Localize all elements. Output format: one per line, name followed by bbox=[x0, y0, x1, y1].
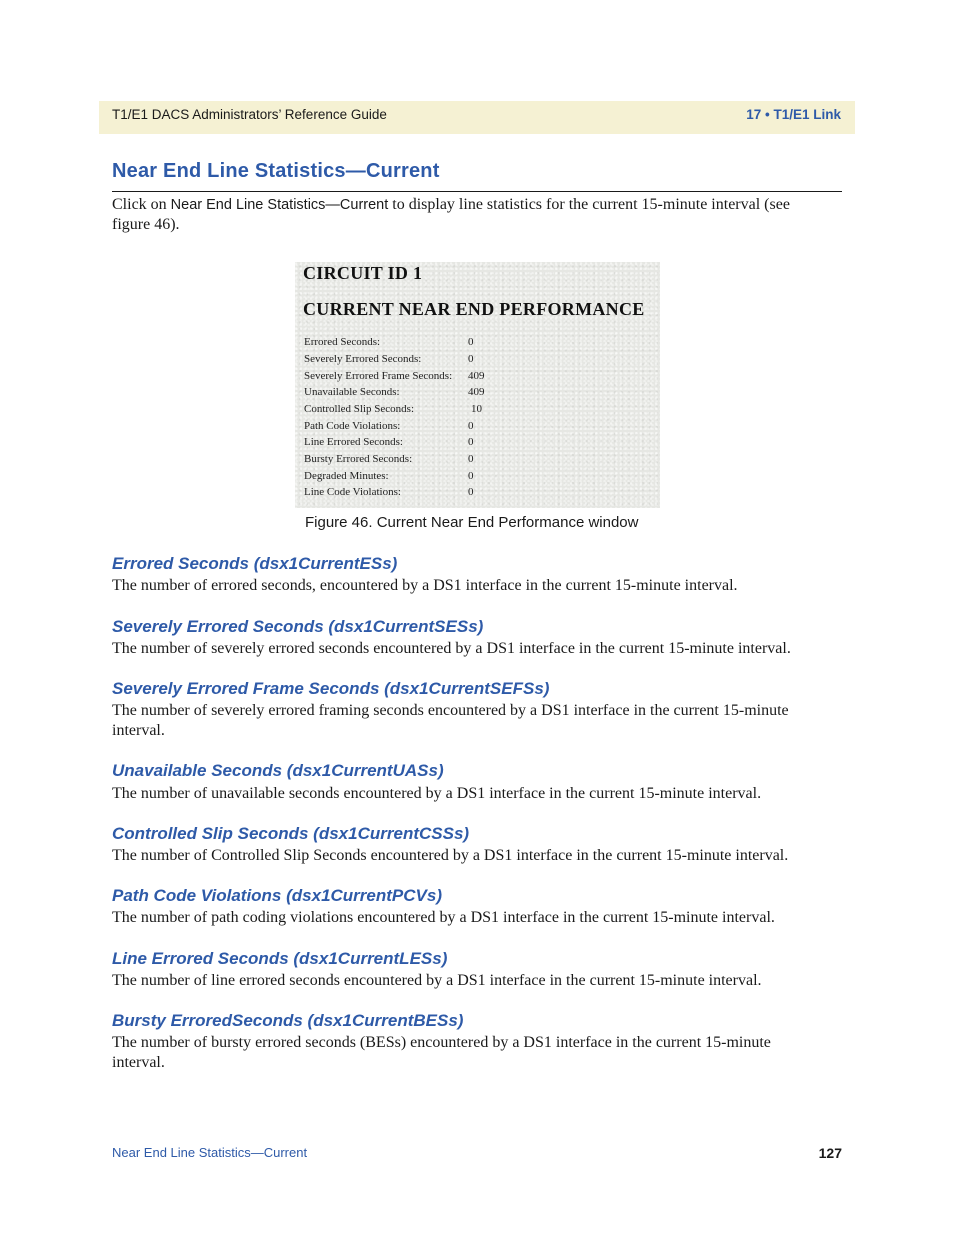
stat-label: Degraded Minutes: bbox=[304, 470, 389, 482]
stat-label: Severely Errored Frame Seconds: bbox=[304, 370, 453, 382]
stat-value: 0 bbox=[468, 353, 474, 365]
entry-description: The number of Controlled Slip Seconds encountered by a DS1 interface in the current 15-minute interval. bbox=[112, 847, 789, 864]
stat-value: 0 bbox=[468, 453, 474, 465]
stat-value: 409 bbox=[468, 370, 485, 382]
entry-description: The number of path coding violations encountered by a DS1 interface in the current 15-minute interval. bbox=[112, 909, 775, 926]
entry-heading: Path Code Violations (dsx1CurrentPCVs) bbox=[112, 886, 442, 905]
entry-description: The number of bursty errored seconds (BESs) encountered by a DS1 interface in the current 15-minute interval. bbox=[112, 1034, 771, 1071]
stat-label: Unavailable Seconds: bbox=[304, 386, 400, 398]
entry-description: The number of severely errored framing seconds encountered by a DS1 interface in the current 15-minute interval. bbox=[112, 702, 789, 739]
title-divider bbox=[112, 191, 842, 192]
figure-performance-title: CURRENT NEAR END PERFORMANCE bbox=[303, 299, 645, 319]
footer-section-name: Near End Line Statistics—Current bbox=[112, 1145, 308, 1160]
entry-heading: Line Errored Seconds (dsx1CurrentLESs) bbox=[112, 949, 448, 968]
stat-label: Path Code Violations: bbox=[304, 420, 401, 432]
stat-label: Severely Errored Seconds: bbox=[304, 353, 422, 365]
intro-text-after: to display line statistics for the current 15-minute interval (see figure 46). bbox=[112, 196, 790, 233]
performance-window-figure bbox=[295, 262, 660, 508]
stat-label: Line Errored Seconds: bbox=[304, 436, 403, 448]
entry-description: The number of line errored seconds encountered by a DS1 interface in the current 15-minute interval. bbox=[112, 972, 762, 989]
header-chapter: 17 • T1/E1 Link bbox=[746, 107, 841, 122]
stat-label: Errored Seconds: bbox=[304, 336, 381, 348]
stat-label: Controlled Slip Seconds: bbox=[304, 403, 414, 415]
stat-label: Bursty Errored Seconds: bbox=[304, 453, 413, 465]
stat-value: 10 bbox=[471, 403, 482, 415]
stat-value: 0 bbox=[468, 470, 474, 482]
entry-description: The number of errored seconds, encountered by a DS1 interface in the current 15-minute interval. bbox=[112, 577, 738, 594]
entry-heading: Severely Errored Frame Seconds (dsx1CurrentSEFSs) bbox=[112, 679, 550, 698]
intro-ui-reference: Near End Line Statistics—Current bbox=[170, 197, 389, 213]
stat-value: 0 bbox=[468, 336, 474, 348]
entry-description: The number of severely errored seconds encountered by a DS1 interface in the current 15-minute interval. bbox=[112, 640, 791, 657]
intro-paragraph bbox=[112, 195, 812, 235]
entry-heading: Errored Seconds (dsx1CurrentESs) bbox=[112, 554, 398, 573]
stat-value: 409 bbox=[468, 386, 485, 398]
intro-text-before: Click on bbox=[112, 196, 171, 213]
entry-heading: Controlled Slip Seconds (dsx1CurrentCSSs) bbox=[112, 824, 470, 843]
entry-heading: Bursty ErroredSeconds (dsx1CurrentBESs) bbox=[112, 1011, 464, 1030]
entry-description: The number of unavailable seconds encountered by a DS1 interface in the current 15-minute interval. bbox=[112, 785, 762, 802]
stat-value: 0 bbox=[468, 420, 474, 432]
page-number: 127 bbox=[818, 1145, 842, 1161]
figure-caption: Figure 46. Current Near End Performance window bbox=[305, 514, 639, 531]
header-guide-title: T1/E1 DACS Administrators’ Reference Guide bbox=[112, 107, 387, 122]
section-title: Near End Line Statistics—Current bbox=[112, 160, 440, 182]
stat-label: Line Code Violations: bbox=[304, 486, 401, 498]
stat-value: 0 bbox=[468, 436, 474, 448]
running-header bbox=[99, 101, 855, 134]
figure-circuit-title: CIRCUIT ID 1 bbox=[303, 263, 423, 283]
stat-value: 0 bbox=[468, 486, 474, 498]
entry-heading: Severely Errored Seconds (dsx1CurrentSESs) bbox=[112, 617, 484, 636]
entry-heading: Unavailable Seconds (dsx1CurrentUASs) bbox=[112, 761, 444, 780]
